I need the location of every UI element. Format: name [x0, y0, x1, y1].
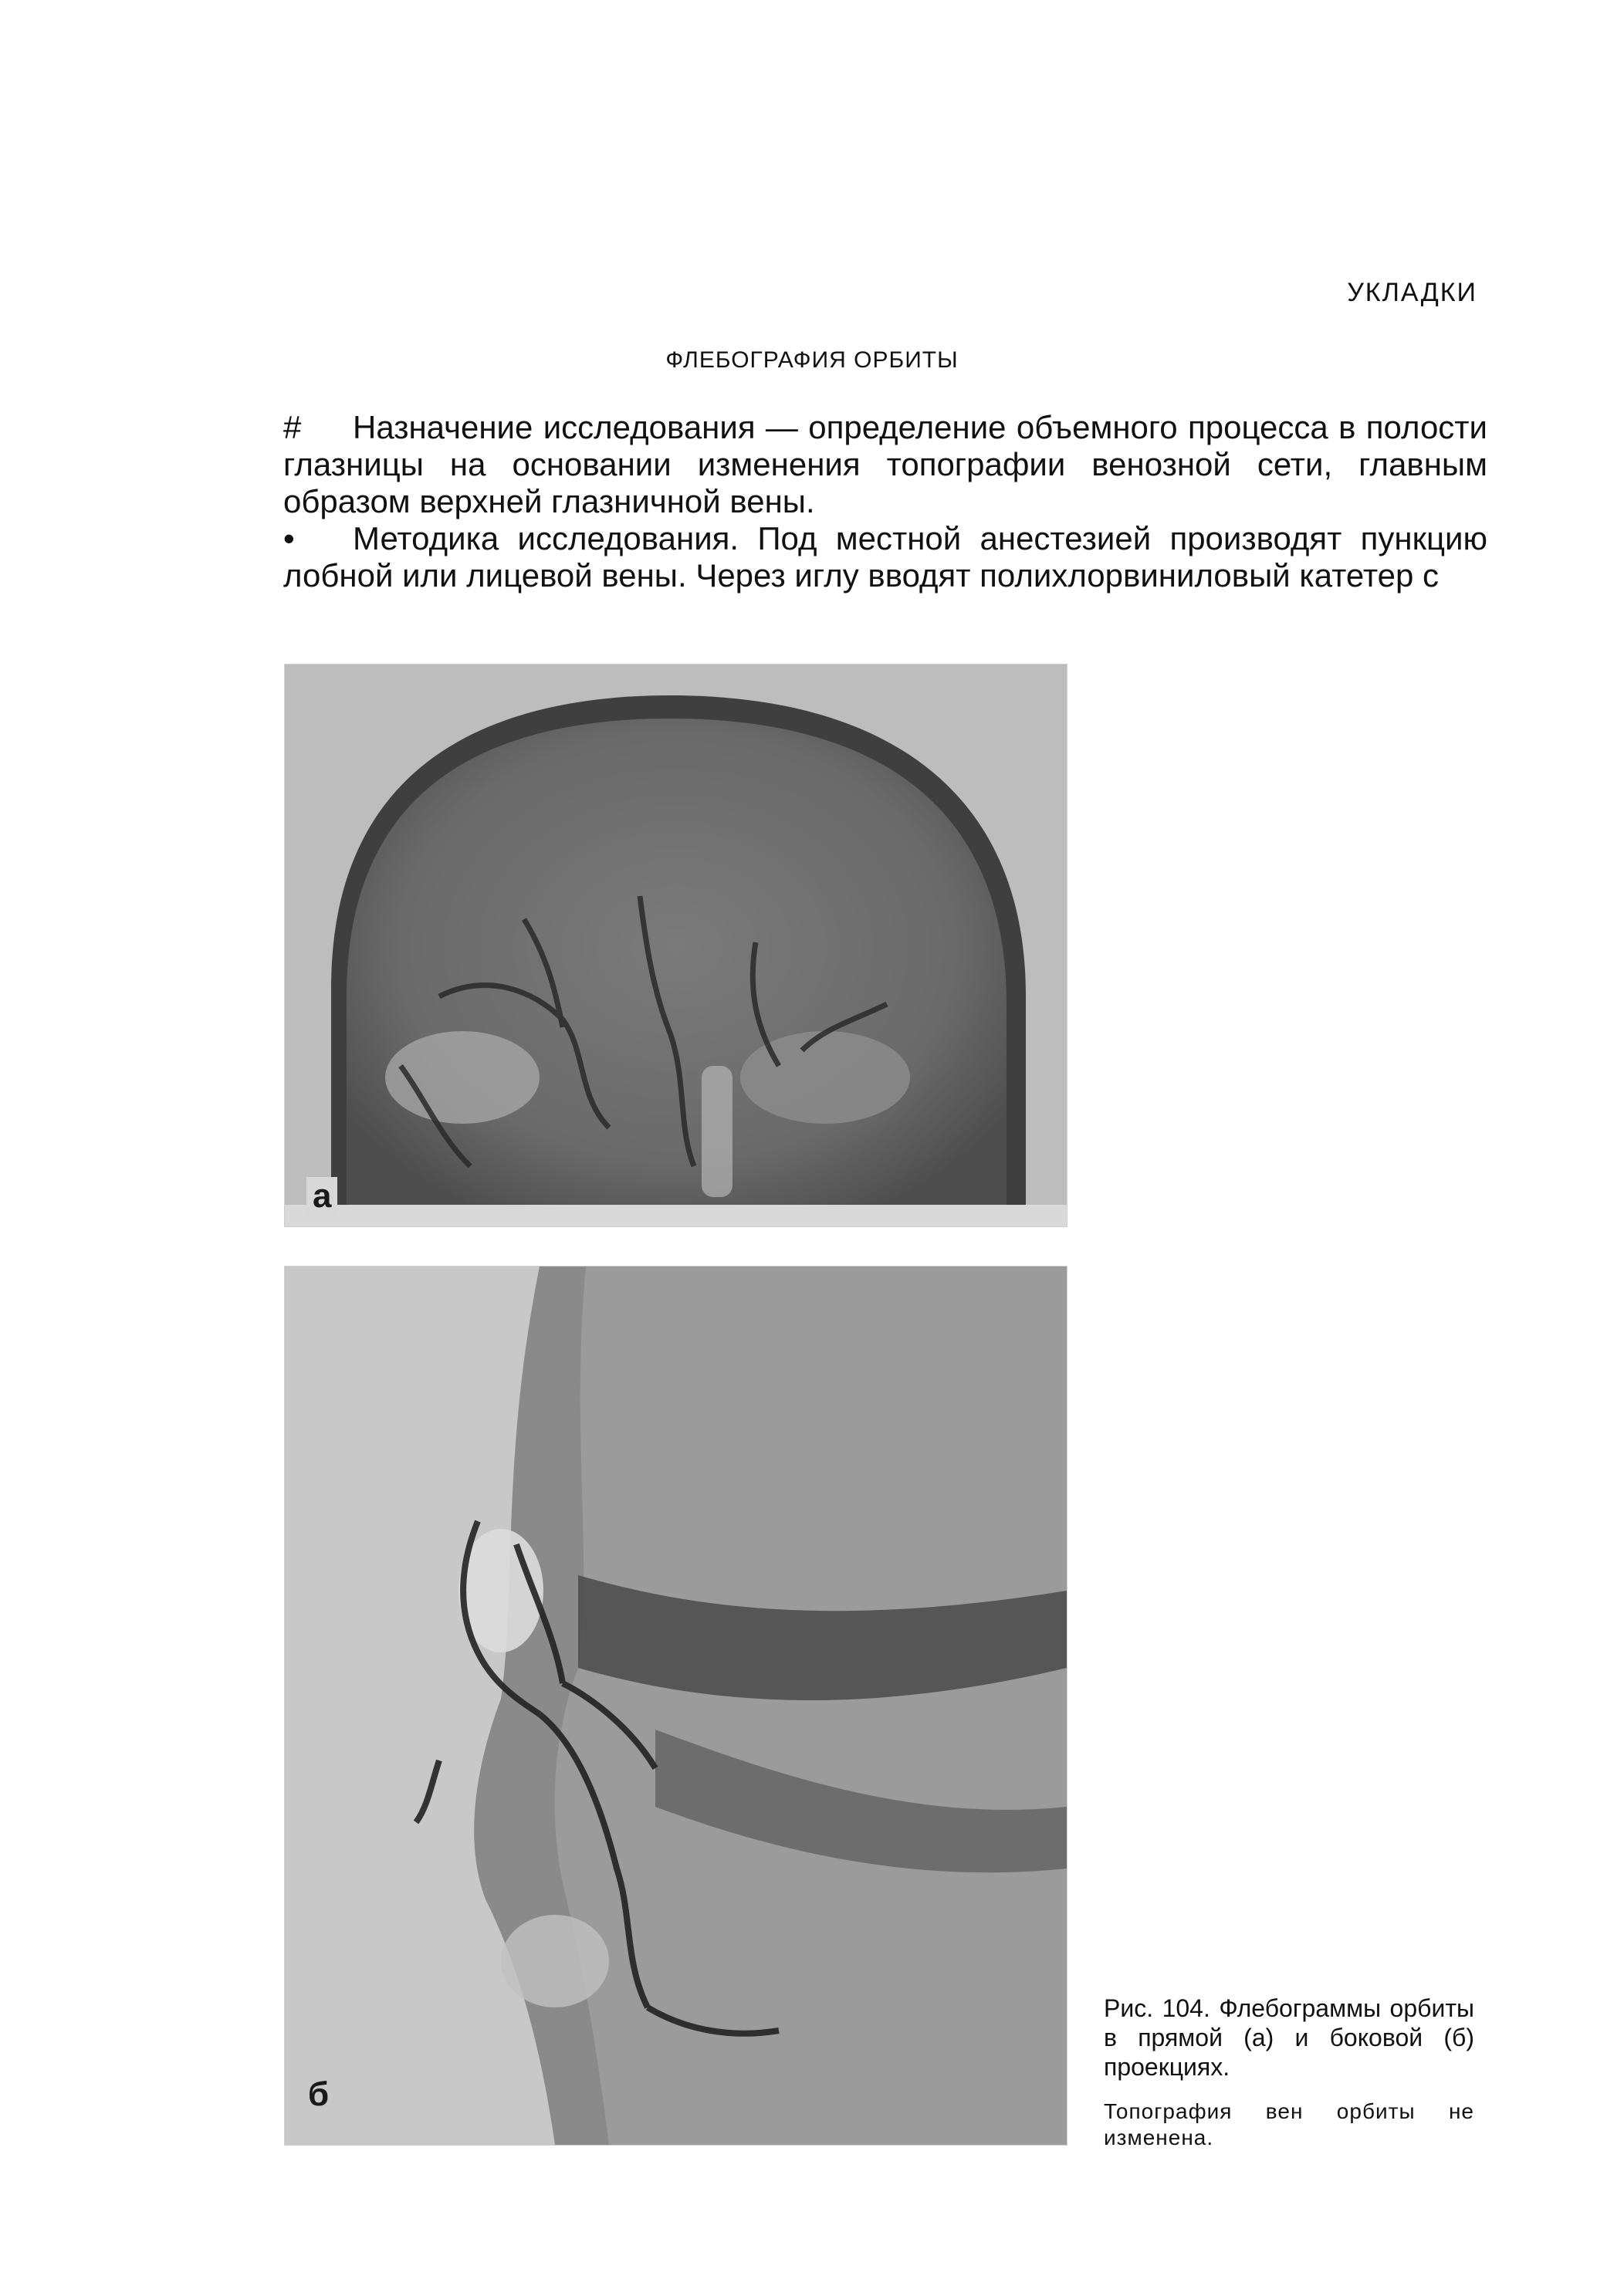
phlebogram-lateral-image: [284, 1266, 1067, 2146]
caption-title: Рис. 104. Флебограммы орбиты в прямой (а) и боковой (б) проекциях.: [1104, 1994, 1474, 2081]
body-text: [283, 409, 1487, 594]
paragraph-text: Назначение исследования — определение объемного процесса в полости глазницы на основании изменения топографии венозной сети, главным образом верхней глазничной вены.: [283, 409, 1487, 519]
section-title: ФЛЕБОГРАФИЯ ОРБИТЫ: [665, 347, 959, 373]
phlebogram-frontal-image: [284, 664, 1067, 1227]
paragraph-method: [283, 520, 1487, 594]
lateral-skull-illustration: [285, 1267, 1067, 2145]
panel-label-a: а: [306, 1177, 337, 1216]
running-head: УКЛАДКИ: [1347, 278, 1477, 307]
paragraph-purpose: [283, 409, 1487, 520]
frontal-skull-illustration: [285, 665, 1067, 1226]
caption-note: Топография вен орбиты не изменена.: [1104, 2099, 1474, 2149]
paragraph-marker: •: [283, 520, 295, 556]
panel-label-b: б: [308, 2075, 330, 2113]
paragraph-marker: #: [283, 409, 302, 445]
paragraph-text: Методика исследования. Под местной анестезией производят пункцию лобной или лицевой вены. Через иглу вводят полихлорвиниловый катетер с: [283, 520, 1487, 594]
figure-caption: [1104, 1994, 1474, 2151]
